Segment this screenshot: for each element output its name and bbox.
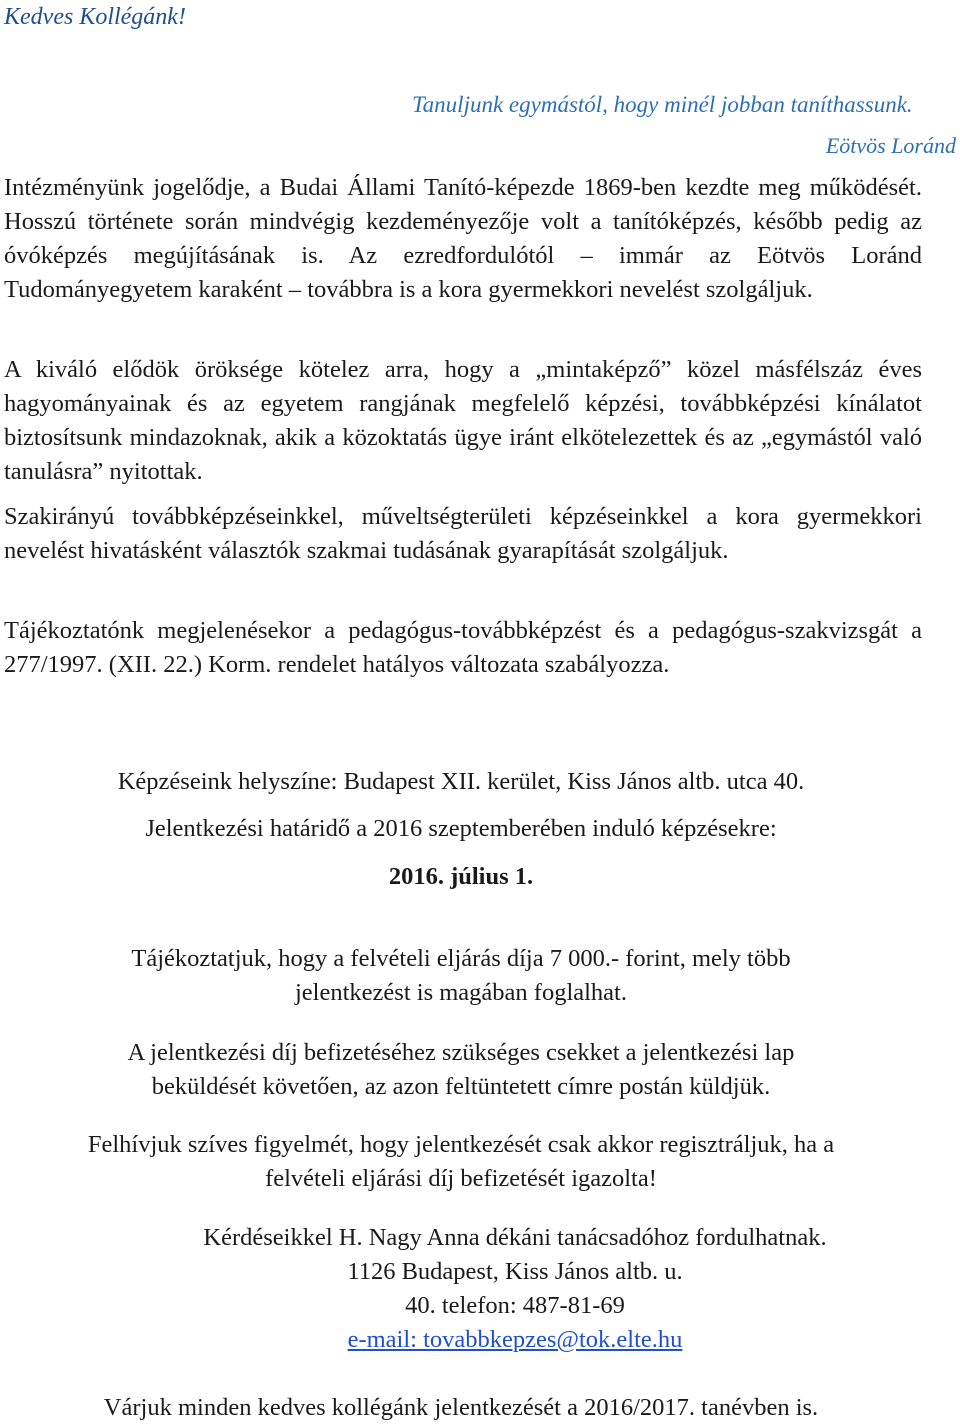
intro-paragraph: Intézményünk jogelődje, a Budai Állami Tanító-képezde 1869-ben kezdte meg működését. Hosszú története során mindvégig kezdeményezője volt a tanítóképzés, később pedig az óvóképzés megújításának is. Az ezredfordulótól – immár az Eötvös Loránd Tudományegyetem karaként – továbbra is a kora gyermekkori nevelést szolgáljuk. bbox=[4, 174, 922, 303]
motto-quote: Tanuljunk egymástól, hogy minél jobban taníthassunk. bbox=[412, 92, 913, 117]
email-link[interactable]: e-mail: tovabbkepzes@tok.elte.hu bbox=[347, 1326, 683, 1353]
regulation-paragraph: Tájékoztatónk megjelenésekor a pedagógus-továbbképzést és a pedagógus-szakvizsgát a 277/1997. (XII. 22.) Korm. rendelet hatályos változata szabályozza. bbox=[4, 617, 922, 678]
contact-block bbox=[0, 1221, 960, 1357]
deadline-date: 2016. július 1. bbox=[388, 863, 534, 890]
heritage-paragraph: A kiváló elődök öröksége kötelez arra, hogy a „mintaképző” közel másfélszáz éves hagyományainak és az egyetem rangjának megfelelő képzési, továbbképzési kínálatot biztosítsunk mindazoknak, akik a közoktatás ügye iránt elkötelezettek és az „egymástól való tanulásra” nyitottak. bbox=[4, 356, 922, 485]
attention-line-1: Felhívjuk szíves figyelmét, hogy jelentkezését csak akkor regisztráljuk, ha a bbox=[87, 1131, 835, 1158]
cheque-notice bbox=[0, 1036, 922, 1104]
contact-line-2: 1126 Budapest, Kiss János altb. u. bbox=[347, 1258, 683, 1285]
contact-line-3: 40. telefon: 487-81-69 bbox=[405, 1292, 625, 1319]
fee-notice bbox=[0, 942, 922, 1010]
attention-line-2: felvételi eljárási díj befizetését igazolta! bbox=[265, 1165, 657, 1192]
fee-line-1: Tájékoztatjuk, hogy a felvételi eljárás díja 7 000.- forint, mely több bbox=[131, 945, 791, 972]
closing-line: Várjuk minden kedves kollégánk jelentkezését a 2016/2017. tanévben is. bbox=[103, 1394, 819, 1421]
location-line: Képzéseink helyszíne: Budapest XII. kerület, Kiss János altb. utca 40. bbox=[117, 768, 805, 795]
attention-notice bbox=[0, 1128, 922, 1196]
courses-paragraph: Szakirányú továbbképzéseinkkel, műveltségterületi képzéseinkkel a kora gyermekkori nevelést hivatásként választók szakmai tudásának gyarapítását szolgáljuk. bbox=[4, 503, 922, 564]
greeting: Kedves Kollégánk! bbox=[4, 4, 186, 30]
cheque-line-1: A jelentkezési díj befizetéséhez szükséges csekket a jelentkezési lap bbox=[127, 1039, 795, 1066]
deadline-label: Jelentkezési határidő a 2016 szeptemberében induló képzésekre: bbox=[145, 815, 777, 842]
contact-line-1: Kérdéseikkel H. Nagy Anna dékáni tanácsadóhoz fordulhatnak. bbox=[203, 1224, 827, 1251]
cheque-line-2: beküldését követően, az azon feltüntetett címre postán küldjük. bbox=[151, 1073, 771, 1100]
fee-line-2: jelentkezést is magában foglalhat. bbox=[295, 979, 627, 1006]
motto-author: Eötvös Loránd bbox=[825, 133, 956, 158]
